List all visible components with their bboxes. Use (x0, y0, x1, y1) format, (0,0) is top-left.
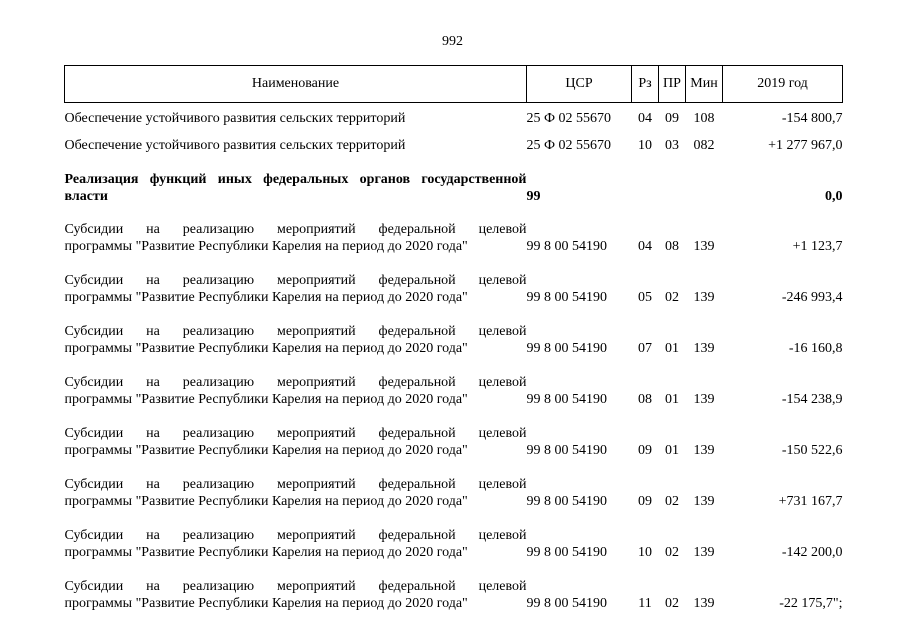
row-csr: 99 8 00 54190 (526, 290, 607, 305)
row-value: +731 167,7 (778, 494, 843, 509)
row-min: 139 (693, 392, 715, 407)
table-row (65, 311, 843, 362)
row-min: 139 (693, 545, 715, 560)
row-name: Субсидии на реализацию мероприятий федеральной целевой программы "Развитие Республики Карелия на период до 2020 года" (64, 375, 527, 407)
row-rz: 04 (638, 239, 652, 254)
row-csr: 99 8 00 54190 (526, 545, 607, 560)
row-rz (632, 159, 659, 209)
row-rz: 10 (638, 137, 652, 153)
row-value: -16 160,8 (788, 341, 843, 356)
row-name: Субсидии на реализацию мероприятий федеральной целевой программы "Развитие Республики Карелия на период до 2020 года" (64, 324, 527, 356)
row-csr: 25 Ф 02 55670 (526, 110, 612, 126)
row-rz: 09 (638, 494, 652, 509)
row-min: 139 (693, 290, 715, 305)
row-pr: 02 (665, 545, 679, 560)
row-min: 108 (693, 110, 715, 126)
row-rz: 07 (638, 341, 652, 356)
row-min: 139 (693, 494, 715, 509)
row-min: 139 (693, 443, 715, 458)
row-value: -22 175,7"; (779, 596, 843, 611)
row-name: Субсидии на реализацию мероприятий федеральной целевой программы "Развитие Республики Карелия на период до 2020 года" (64, 273, 527, 305)
row-rz: 05 (638, 290, 652, 305)
table-header-row (65, 66, 843, 103)
row-name: Субсидии на реализацию мероприятий федеральной целевой программы "Развитие Республики Карелия на период до 2020 года" (64, 477, 527, 509)
table-row (65, 260, 843, 311)
row-pr (659, 159, 686, 209)
table-row (65, 362, 843, 413)
table-row (65, 103, 843, 132)
row-rz: 04 (638, 110, 652, 126)
row-min: 082 (693, 137, 715, 153)
row-pr: 03 (665, 137, 679, 153)
table-row (65, 566, 843, 617)
row-name: Субсидии на реализацию мероприятий федеральной целевой программы "Развитие Республики Карелия на период до 2020 года" (64, 222, 527, 254)
row-value: -154 800,7 (781, 110, 843, 126)
row-value: -246 993,4 (781, 290, 843, 305)
row-min (686, 159, 723, 209)
row-min: 139 (693, 341, 715, 356)
table-row (65, 209, 843, 260)
row-name: Обеспечение устойчивого развития сельских территорий (64, 110, 406, 126)
row-value: 0,0 (825, 189, 843, 204)
row-pr: 02 (665, 596, 679, 611)
table-row (65, 159, 843, 209)
row-name: Субсидии на реализацию мероприятий федеральной целевой программы "Развитие Республики Карелия на период до 2020 года" (64, 426, 527, 458)
row-csr: 99 8 00 54190 (526, 239, 607, 254)
row-csr: 99 8 00 54190 (526, 392, 607, 407)
header-year: 2019 год (723, 66, 843, 103)
table-row (65, 515, 843, 566)
row-value: +1 277 967,0 (768, 137, 843, 153)
page-number: 992 (442, 34, 463, 49)
row-name: Реализация функций иных федеральных органов государственной власти (64, 172, 527, 204)
row-pr: 08 (665, 239, 679, 254)
row-csr: 99 (526, 189, 541, 204)
table-row (65, 131, 843, 159)
row-pr: 09 (665, 110, 679, 126)
header-name: Наименование (65, 66, 527, 103)
row-rz: 08 (638, 392, 652, 407)
row-value: -142 200,0 (781, 545, 843, 560)
row-csr: 25 Ф 02 55670 (526, 137, 612, 153)
row-csr: 99 8 00 54190 (526, 443, 607, 458)
budget-table (64, 65, 843, 617)
row-value: -154 238,9 (781, 392, 843, 407)
row-csr: 99 8 00 54190 (526, 596, 607, 611)
row-pr: 01 (665, 443, 679, 458)
row-value: -150 522,6 (781, 443, 843, 458)
row-name: Субсидии на реализацию мероприятий федеральной целевой программы "Развитие Республики Карелия на период до 2020 года" (64, 528, 527, 560)
row-csr: 99 8 00 54190 (526, 341, 607, 356)
table-row (65, 413, 843, 464)
row-rz: 09 (638, 443, 652, 458)
row-min: 139 (693, 596, 715, 611)
row-pr: 02 (665, 494, 679, 509)
header-pr: ПР (659, 66, 686, 103)
header-rz: Рз (632, 66, 659, 103)
row-rz: 10 (638, 545, 652, 560)
row-name: Субсидии на реализацию мероприятий федеральной целевой программы "Развитие Республики Карелия на период до 2020 года" (64, 579, 527, 611)
header-csr: ЦСР (527, 66, 632, 103)
row-pr: 02 (665, 290, 679, 305)
table-row (65, 464, 843, 515)
row-csr: 99 8 00 54190 (526, 494, 607, 509)
row-value: +1 123,7 (792, 239, 843, 254)
row-min: 139 (693, 239, 715, 254)
row-rz: 11 (638, 596, 652, 611)
row-pr: 01 (665, 392, 679, 407)
row-name: Обеспечение устойчивого развития сельских территорий (64, 137, 406, 153)
header-min: Мин (686, 66, 723, 103)
row-pr: 01 (665, 341, 679, 356)
